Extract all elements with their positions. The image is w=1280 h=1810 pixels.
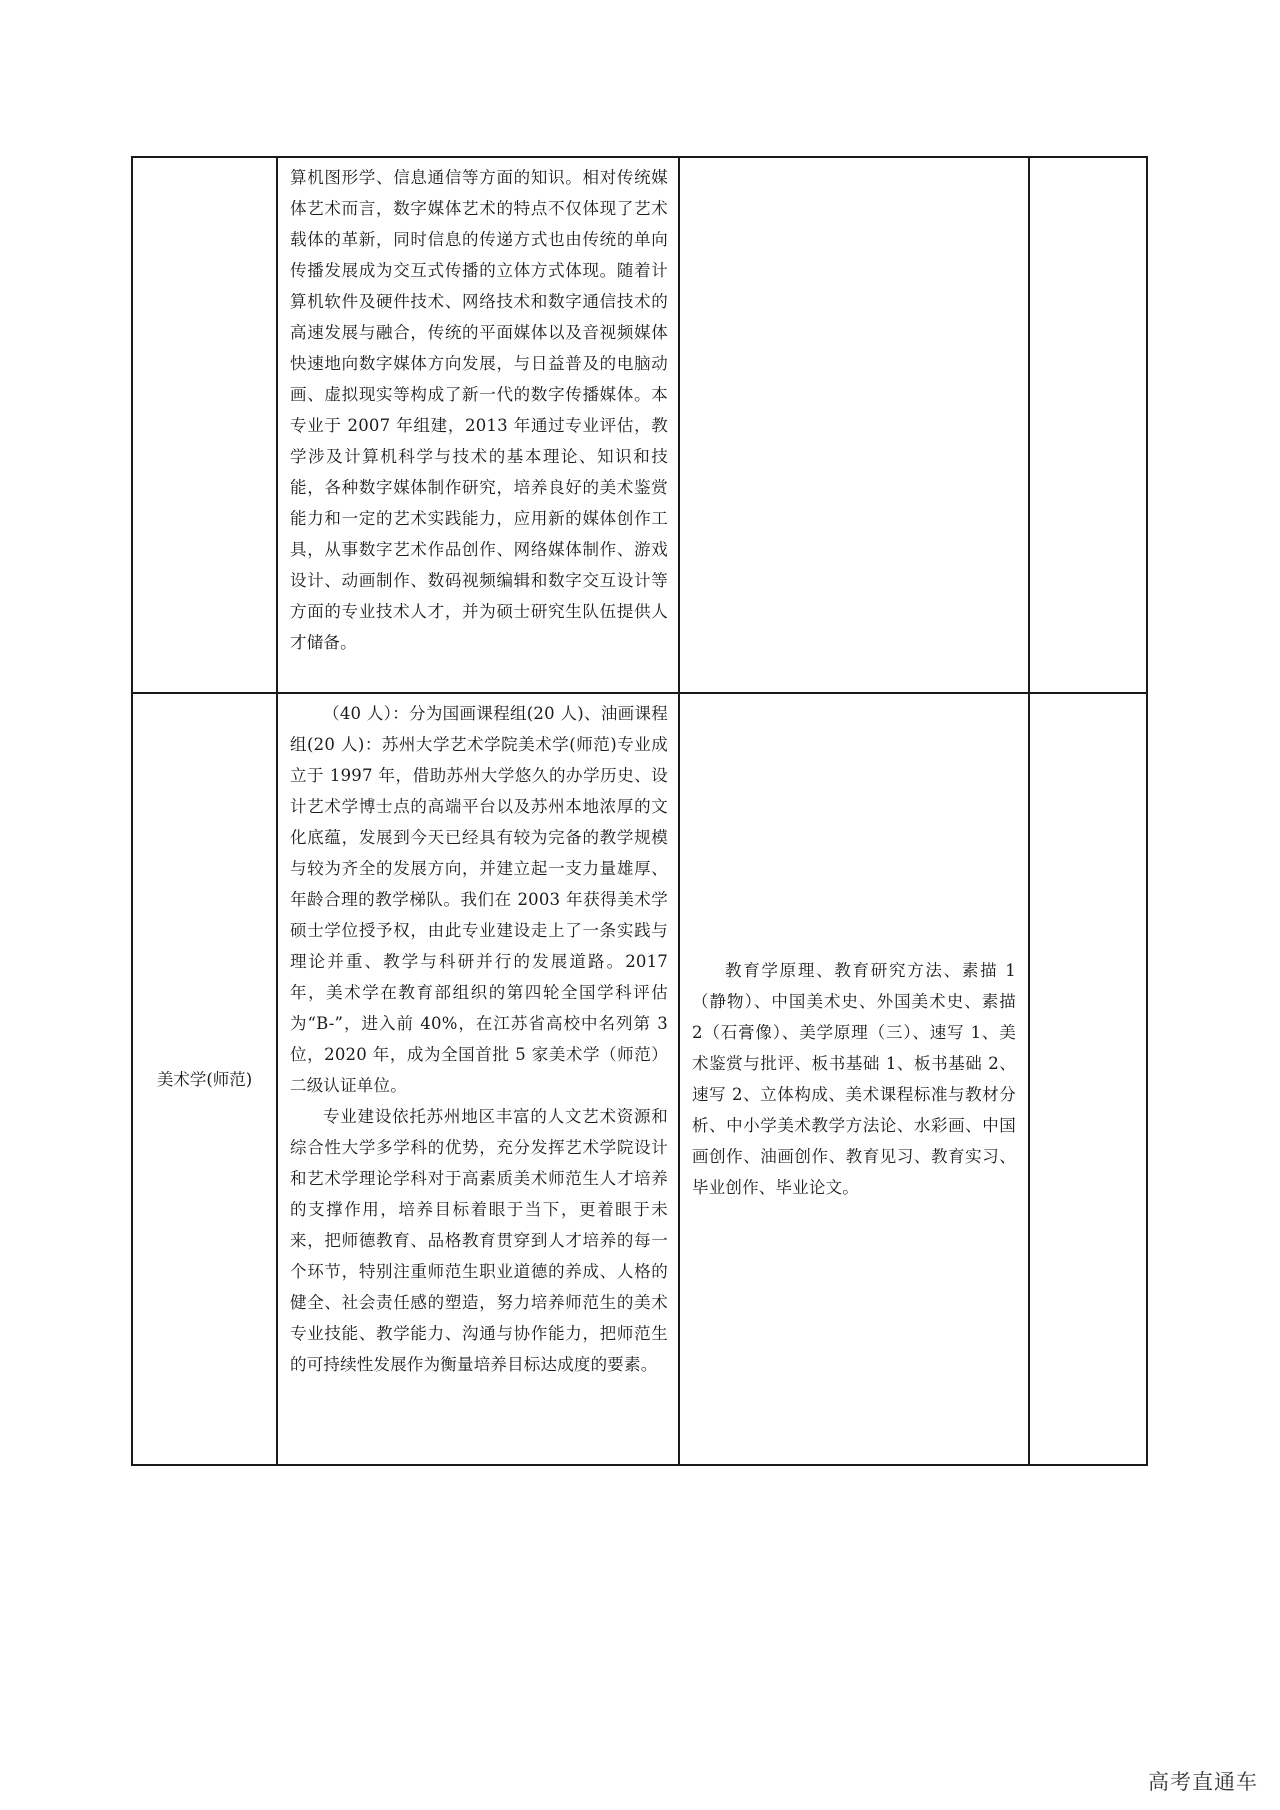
- description-cell: [277, 157, 679, 693]
- major-cell: [132, 157, 277, 693]
- table-row: [132, 693, 1147, 1465]
- description-cell: [277, 693, 679, 1465]
- program-table: [131, 156, 1148, 1466]
- courses-cell: [679, 157, 1029, 693]
- description-paragraph: 专业建设依托苏州地区丰富的人文艺术资源和综合性大学多学科的优势，充分发挥艺术学院设计和艺术学理论学科对于高素质美术师范生人才培养的支撑作用，培养目标着眼于当下，更着眼于未来，把师德教育、品格教育贯穿到人才培养的每一个环节，特别注重师范生职业道德的养成、人格的健全、社会责任感的塑造，努力培养师范生的美术专业技能、教学能力、沟通与协作能力，把师范生的可持续性发展作为衡量培养目标达成度的要素。: [290, 1107, 668, 1374]
- watermark-text: 高考直通车: [1148, 1770, 1258, 1794]
- courses-text: 教育学原理、教育研究方法、素描 1（静物）、中国美术史、外国美术史、素描 2（石膏像）、美学原理（三）、速写 1、美术鉴赏与批评、板书基础 1、板书基础 2、速写 2、立体构成、美术课程标准与教材分析、中小学美术教学方法论、水彩画、中国画创作、油画创作、教育见习、教育实习、毕业创作、毕业论文。: [692, 961, 1016, 1197]
- courses-cell: [679, 693, 1029, 1465]
- table-row: [132, 157, 1147, 693]
- description-paragraph: （40 人）：分为国画课程组(20 人)、油画课程组(20 人)：苏州大学艺术学院美术学(师范)专业成立于 1997 年，借助苏州大学悠久的办学历史、设计艺术学博士点的高端平台以及苏州本地浓厚的文化底蕴，发展到今天已经具有较为完备的教学规模与较为齐全的发展方向，并建立起一支力量雄厚、年龄合理的教学梯队。我们在 2003 年获得美术学硕士学位授予权，由此专业建设走上了一条实践与理论并重、教学与科研并行的发展道路。2017 年，美术学在教育部组织的第四轮全国学科评估为“B-”，进入前 40%，在江苏省高校中名列第 3 位，2020 年，成为全国首批 5 家美术学（师范）二级认证单位。: [290, 704, 668, 1095]
- notes-cell: [1029, 693, 1147, 1465]
- major-cell: 美术学(师范): [132, 693, 277, 1465]
- description-paragraph: 算机图形学、信息通信等方面的知识。相对传统媒体艺术而言，数字媒体艺术的特点不仅体现了艺术载体的革新，同时信息的传递方式也由传统的单向传播发展成为交互式传播的立体方式体现。随着计算机软件及硬件技术、网络技术和数字通信技术的高速发展与融合，传统的平面媒体以及音视频媒体快速地向数字媒体方向发展，与日益普及的电脑动画、虚拟现实等构成了新一代的数字传播媒体。本专业于 2007 年组建，2013 年通过专业评估，教学涉及计算机科学与技术的基本理论、知识和技能，各种数字媒体制作研究，培养良好的美术鉴赏能力和一定的艺术实践能力，应用新的媒体创作工具，从事数字艺术作品创作、网络媒体制作、游戏设计、动画制作、数码视频编辑和数字交互设计等方面的专业技术人才，并为硕士研究生队伍提供人才储备。: [290, 168, 668, 652]
- notes-cell: [1029, 157, 1147, 693]
